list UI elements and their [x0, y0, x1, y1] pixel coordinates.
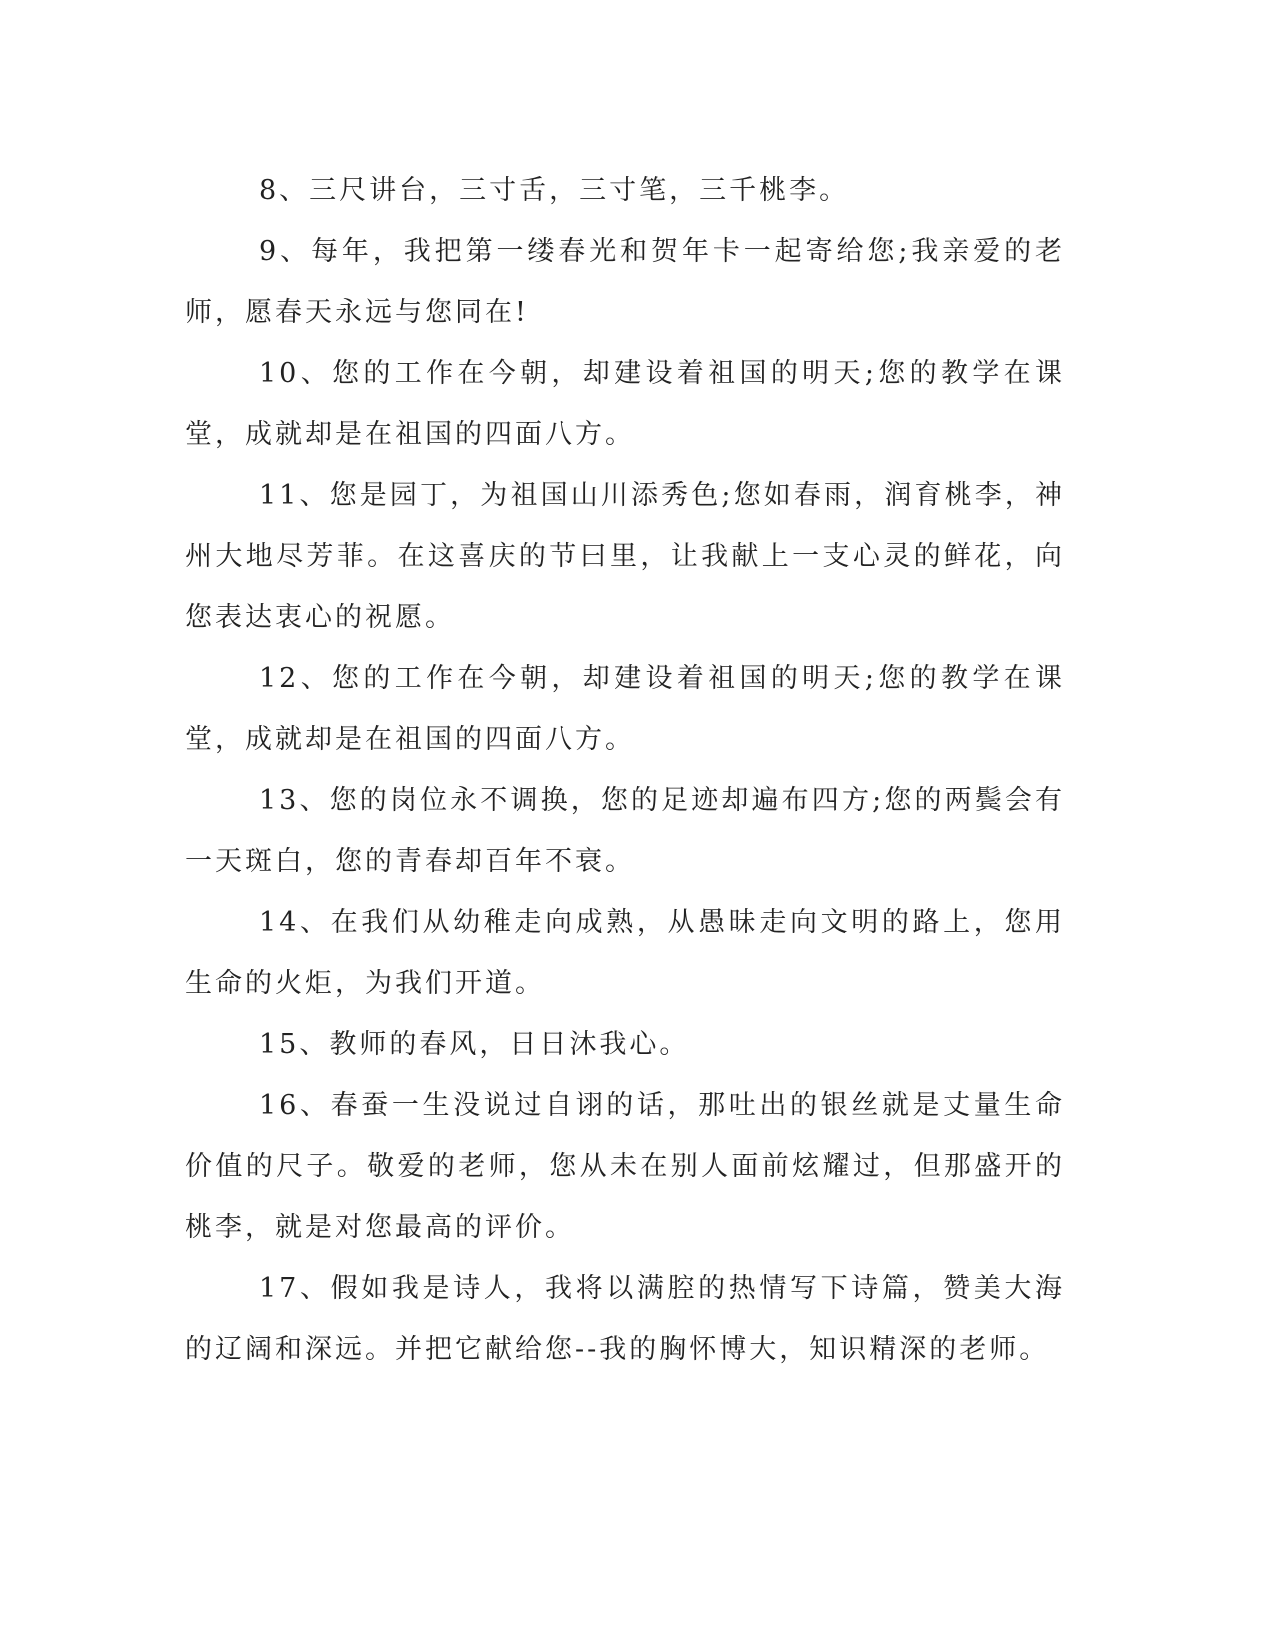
paragraph-12: 12、您的工作在今朝，却建设着祖国的明天;您的教学在课堂，成就却是在祖国的四面八方。: [185, 663, 1065, 755]
paragraph-13: 13、您的岗位永不调换，您的足迹却遍布四方;您的两鬓会有一天斑白，您的青春却百年不衰。: [185, 785, 1065, 877]
paragraph-17: 17、假如我是诗人，我将以满腔的热情写下诗篇，赞美大海的辽阔和深远。并把它献给您--我的胸怀博大，知识精深的老师。: [185, 1273, 1065, 1365]
paragraph-8: 8、三尺讲台，三寸舌，三寸笔，三千桃李。: [259, 175, 850, 206]
paragraph-16: 16、春蚕一生没说过自诩的话，那吐出的银丝就是丈量生命价值的尺子。敬爱的老师，您从未在别人面前炫耀过，但那盛开的桃李，就是对您最高的评价。: [185, 1090, 1065, 1243]
paragraph-14: 14、在我们从幼稚走向成熟，从愚昧走向文明的路上，您用生命的火炬，为我们开道。: [185, 907, 1065, 999]
paragraph-9: 9、每年，我把第一缕春光和贺年卡一起寄给您;我亲爱的老师，愿春天永远与您同在!: [185, 236, 1065, 328]
document-body: [185, 160, 1065, 1380]
paragraph-11: 11、您是园丁，为祖国山川添秀色;您如春雨，润育桃李，神州大地尽芳菲。在这喜庆的节曰里，让我献上一支心灵的鲜花，向您表达衷心的祝愿。: [185, 480, 1065, 633]
paragraph-10: 10、您的工作在今朝，却建设着祖国的明天;您的教学在课堂，成就却是在祖国的四面八方。: [185, 358, 1065, 450]
paragraph-15: 15、教师的春风，日日沐我心。: [259, 1029, 690, 1060]
